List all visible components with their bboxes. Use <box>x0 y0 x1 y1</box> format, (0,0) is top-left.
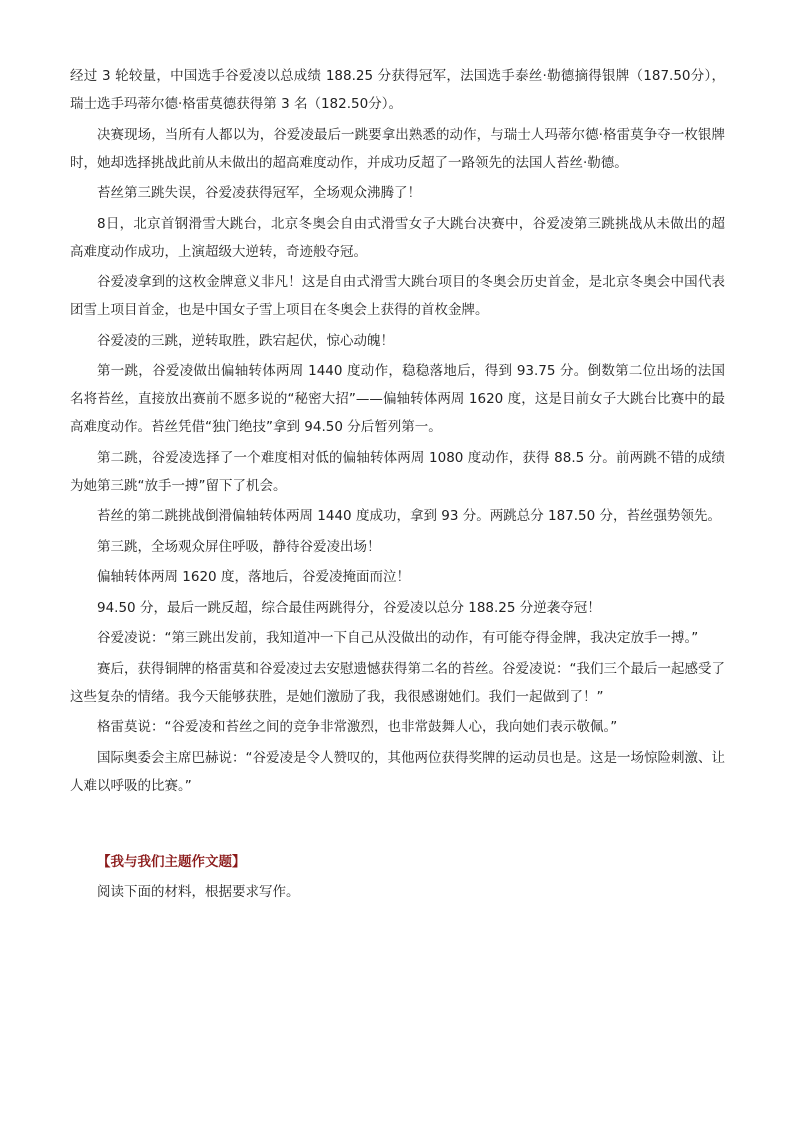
article-paragraph-6: 谷爱凌的三跳，逆转取胜，跌宕起伏，惊心动魄！ <box>97 332 394 349</box>
article-paragraph-10: 第三跳，全场观众屏住呼吸，静待谷爱凌出场！ <box>97 538 381 555</box>
article-paragraph-14: 赛后，获得铜牌的格雷莫和谷爱凌过去安慰遗憾获得第二名的苔丝。谷爱凌说：“我们三个最后一起感受了这些复杂的情绪。我今天能够获胜，是她们激励了我，我很感谢她们。我们一起做到了！” <box>70 660 725 705</box>
article-paragraph-5: 谷爱凌拿到的这枚金牌意义非凡！这是自由式滑雪大跳台项目的冬奥会历史首金，是北京冬奥会中国代表团雪上项目首金，也是中国女子雪上项目在冬奥会上获得的首枚金牌。 <box>70 274 725 318</box>
article-paragraph-1: 经过 3 轮较量，中国选手谷爱凌以总成绩 188.25 分获得冠军，法国选手泰丝·勒德摘得银牌（187.50分），瑞士选手玛蒂尔德·格雷莫德获得第 3 名（182.50分）。 <box>70 68 725 112</box>
article-paragraph-7: 第一跳，谷爱凌做出偏轴转体两周 1440 度动作，稳稳落地后，得到 93.75 分。倒数第二位出场的法国名将苔丝，直接放出赛前不愿多说的“秘密大招”——偏轴转体两周 1620 度，这是目前女子大跳台比赛中的最高难度动作。苔丝凭借“独门绝技”拿到 94.50 分后暂列第一。 <box>70 363 725 435</box>
section-title: 【我与我们主题作文题】 <box>97 853 246 870</box>
article-paragraph-9: 苔丝的第二跳挑战倒滑偏轴转体两周 1440 度成功，拿到 93 分。两跳总分 187.50 分，苔丝强势领先。 <box>97 508 722 524</box>
article-paragraph-8: 第二跳，谷爱凌选择了一个难度相对低的偏轴转体两周 1080 度动作，获得 88.5 分。前两跳不错的成绩为她第三跳“放手一搏”留下了机会。 <box>70 449 725 494</box>
article-paragraph-4: 8日，北京首钢滑雪大跳台，北京冬奥会自由式滑雪女子大跳台决赛中，谷爱凌第三跳挑战从未做出的超高难度动作成功，上演超级大逆转，奇迹般夺冠。 <box>70 215 725 260</box>
article-paragraph-15: 格雷莫说：“谷爱凌和苔丝之间的竞争非常激烈，也非常鼓舞人心，我向她们表示敬佩。” <box>97 719 618 735</box>
section-instruction: 阅读下面的材料，根据要求写作。 <box>97 883 300 900</box>
article-paragraph-13: 谷爱凌说：“第三跳出发前，我知道冲一下自己从没做出的动作，有可能夺得金牌，我决定放手一搏。” <box>97 630 699 646</box>
article-paragraph-3: 苔丝第三跳失误，谷爱凌获得冠军，全场观众沸腾了！ <box>97 185 421 201</box>
article-paragraph-12: 94.50 分，最后一跳反超，综合最佳两跳得分，谷爱凌以总分 188.25 分逆袭夺冠！ <box>97 599 601 616</box>
article-paragraph-2: 决赛现场，当所有人都以为，谷爱凌最后一跳要拿出熟悉的动作，与瑞士人玛蒂尔德·格雷莫争夺一枚银牌时，她却选择挑战此前从未做出的超高难度动作，并成功反超了一路领先的法国人苔丝·勒德。 <box>70 126 725 171</box>
article-paragraph-16: 国际奥委会主席巴赫说：“谷爱凌是令人赞叹的，其他两位获得奖牌的运动员也是。这是一场惊险刺激、让人难以呼吸的比赛。” <box>70 749 725 794</box>
article-paragraph-11: 偏轴转体两周 1620 度，落地后，谷爱凌掩面而泣！ <box>97 569 410 585</box>
document-page <box>70 62 725 908</box>
